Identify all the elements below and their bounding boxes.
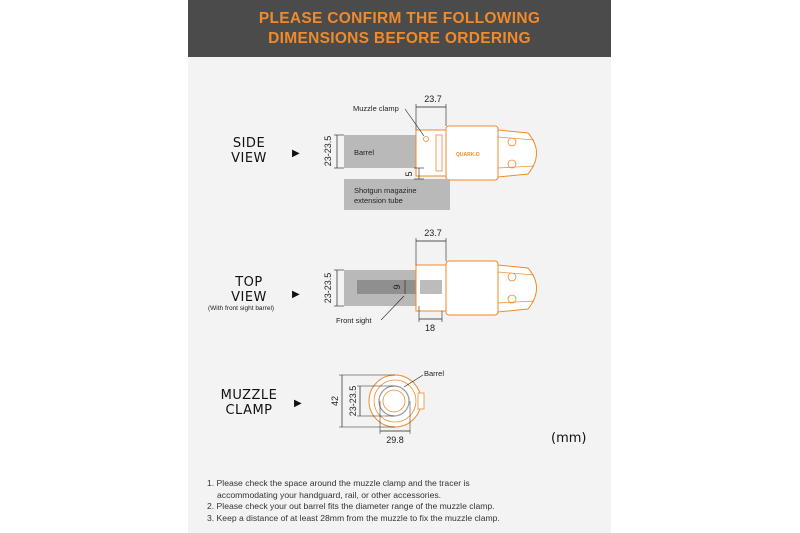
side-view-diagram [323, 94, 537, 210]
top-sight-dim: 9 [392, 284, 402, 290]
top-front-sight-callout: Front sight [336, 316, 372, 325]
top-front-sight [357, 280, 419, 294]
top-width-dim: 23.7 [424, 228, 442, 238]
top-view-label-line1: TOP [235, 275, 263, 290]
side-view-arrow-icon: ▶ [292, 148, 300, 159]
side-width-dim: 23.7 [424, 94, 442, 104]
top-view-diagram [323, 228, 537, 333]
clamp-outer-dim: 42 [330, 395, 340, 407]
notes-list [207, 478, 607, 524]
muzzle-clamp-label-line2: CLAMP [225, 403, 273, 418]
clamp-barrel-ring [379, 386, 409, 416]
top-height-dim: 23-23.5 [323, 272, 333, 304]
note-2: 2. Please check your out barrel fits the diameter range of the muzzle clamp. [207, 501, 495, 511]
header-title-line2: DIMENSIONS BEFORE ORDERING [268, 29, 531, 47]
top-view-sublabel: (With front sight barrel) [208, 305, 275, 312]
header-title-line1: PLEASE CONFIRM THE FOLLOWING [258, 9, 541, 27]
side-callout-leader [405, 109, 424, 136]
top-clamp-inner [420, 280, 442, 294]
side-tube-label-line1: Shotgun magazine [354, 186, 417, 195]
muzzle-clamp-diagram [330, 369, 444, 445]
side-clamp-body [416, 130, 446, 176]
muzzle-clamp-label-line1: MUZZLE [220, 388, 278, 403]
side-muzzle-clamp-callout: Muzzle clamp [353, 104, 399, 113]
top-tracer-cap [498, 265, 537, 312]
side-view-label-line1: SIDE [232, 136, 266, 151]
note-1-line2: accommodating your handguard, rail, or other accessories. [217, 489, 442, 500]
top-clamp-dim: 18 [424, 323, 436, 333]
side-gap-dim: 5 [404, 171, 414, 177]
top-tracer-body [446, 261, 498, 315]
muzzle-clamp-arrow-icon: ▶ [294, 398, 302, 409]
side-view-label-line2: VIEW [231, 151, 267, 166]
note-3: 3. Keep a distance of at least 28mm from the muzzle to fix the muzzle clamp. [207, 512, 500, 523]
side-tracer-cap [498, 130, 537, 177]
clamp-barrel-callout: Barrel [424, 369, 445, 378]
side-brand-text: QUARK-D [456, 152, 480, 158]
note-1-line1: 1. Please check the space around the muzzle clamp and the tracer is [207, 478, 470, 488]
clamp-inner-dim: 23-23.5 [348, 385, 358, 417]
clamp-width-dim: 29.8 [386, 435, 404, 445]
side-barrel-label: Barrel [354, 148, 375, 157]
side-height-dim: 23-23.5 [323, 135, 333, 167]
unit-label: (mm) [551, 431, 587, 446]
top-view-label-line2: VIEW [231, 290, 267, 305]
top-view-arrow-icon: ▶ [292, 289, 300, 300]
side-tube-label-line2: extension tube [354, 196, 403, 205]
clamp-right-lug [418, 393, 424, 409]
